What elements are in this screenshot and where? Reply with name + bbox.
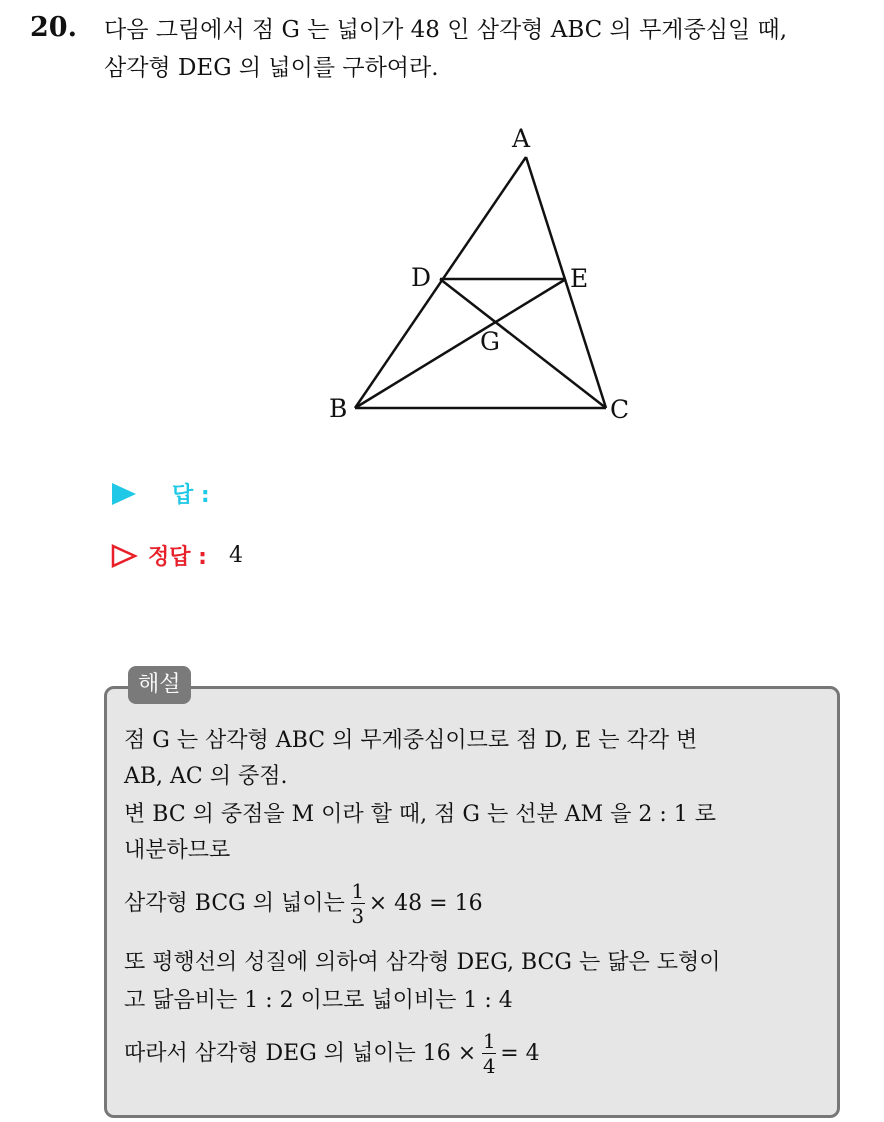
fraction-denominator: 4 [482, 1054, 496, 1078]
segment-ac [526, 157, 606, 408]
correct-answer-value: 4 [228, 543, 243, 568]
fraction-one-quarter [482, 1030, 496, 1077]
label-g: G [480, 327, 500, 356]
answer-row [110, 478, 210, 509]
segment-dc [440, 279, 606, 408]
fraction-one-third [351, 880, 365, 927]
solution-tag: 해설 [128, 666, 191, 704]
segment-ab [355, 157, 526, 408]
solution-line-6: 고 닮음비는 1 : 2 이므로 넓이비는 1 : 4 [124, 988, 513, 1013]
fraction-numerator: 1 [482, 1029, 496, 1053]
fraction-denominator: 3 [351, 904, 365, 928]
filled-triangle-icon [110, 481, 138, 507]
triangle-figure [0, 0, 884, 460]
segment-eb [355, 279, 566, 408]
fraction-numerator: 1 [351, 879, 365, 903]
label-e: E [570, 264, 589, 293]
question-number: 20. [30, 12, 77, 43]
solution-line-3: 변 BC 의 중점을 M 이라 할 때, 점 G 는 선분 AM 을 2 : 1 로 [124, 802, 716, 827]
bcg-prefix: 삼각형 BCG 의 넓이는 [124, 890, 345, 916]
bcg-expression: × 48 = 16 [368, 890, 483, 916]
label-d: D [411, 263, 432, 292]
solution-deg-area [124, 1030, 540, 1077]
question-text-line1: 다음 그림에서 점 G 는 넓이가 48 인 삼각형 ABC 의 무게중심일 때, [104, 17, 788, 43]
label-b: B [329, 394, 348, 423]
correct-answer-label: 정답 : [148, 545, 207, 570]
question-text-line2: 삼각형 DEG 의 넓이를 구하여라. [104, 55, 439, 81]
solution-line-5: 또 평행선의 성질에 의하여 삼각형 DEG, BCG 는 닮은 도형이 [124, 950, 721, 975]
answer-label: 답 : [172, 483, 210, 508]
label-c: C [610, 395, 630, 424]
deg-prefix: 따라서 삼각형 DEG 의 넓이는 16 × [124, 1040, 477, 1066]
label-a: A [512, 124, 531, 153]
solution-line-4: 내분하므로 [124, 838, 231, 863]
solution-line-1: 점 G 는 삼각형 ABC 의 무게중심이므로 점 D, E 는 각각 변 [124, 728, 698, 753]
solution-bcg-area [124, 880, 483, 927]
deg-expression: = 4 [500, 1040, 540, 1066]
outline-triangle-icon [110, 543, 138, 569]
solution-line-2: AB, AC 의 중점. [124, 764, 288, 789]
correct-answer-row [110, 540, 243, 571]
